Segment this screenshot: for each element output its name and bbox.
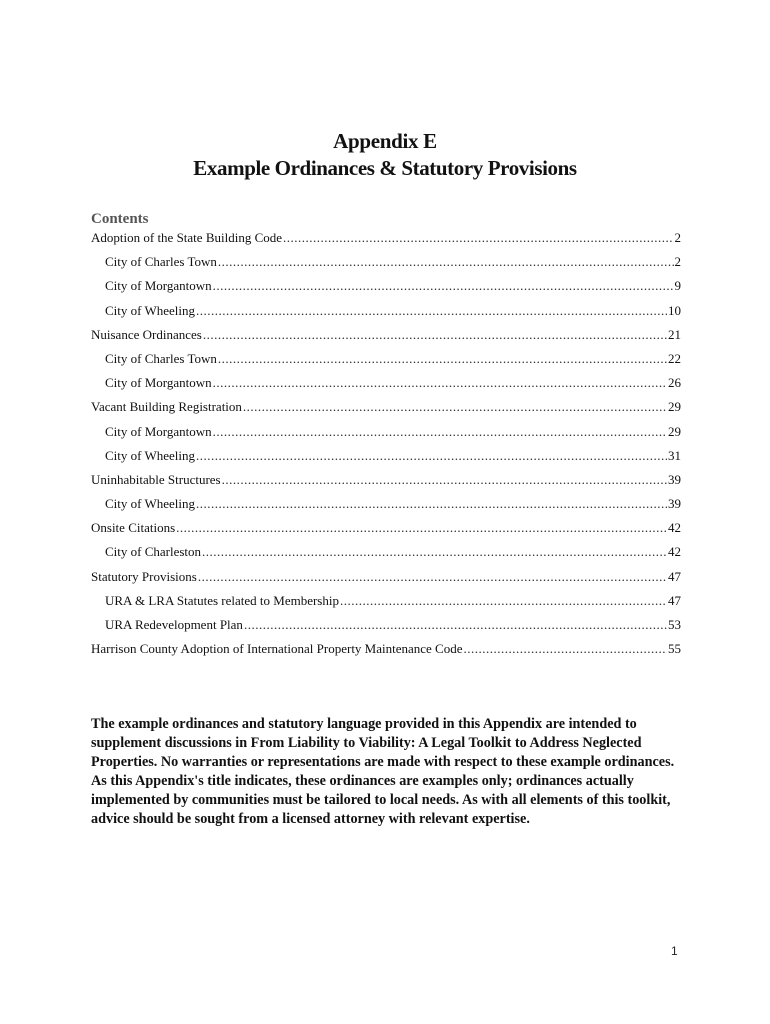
toc-dot-leader — [202, 542, 667, 562]
toc-dot-leader — [196, 446, 667, 466]
toc-entry-title: Vacant Building Registration — [91, 399, 242, 415]
toc-dot-leader — [222, 470, 667, 490]
toc-entry-title: Adoption of the State Building Code — [91, 230, 283, 245]
toc-entry-title: Statutory Provisions — [91, 568, 197, 584]
toc-page-number: 53 — [668, 617, 681, 632]
toc-entry-title: City of Wheeling — [105, 302, 196, 318]
toc-entry-title: City of Morgantown — [105, 423, 212, 439]
toc-entry-title: Harrison County Adoption of International Property Maintenance Code — [91, 641, 463, 657]
toc-subentry[interactable] — [91, 422, 681, 446]
toc-page-number: 31 — [668, 447, 681, 463]
toc-dot-leader — [213, 373, 667, 393]
toc-page-number: 42 — [668, 544, 681, 560]
toc-subentry[interactable] — [91, 542, 681, 566]
toc-entry[interactable] — [91, 518, 681, 542]
toc-entry-title: Nuisance Ordinances — [91, 326, 202, 342]
disclaimer-paragraph: The example ordinances and statutory language provided in this Appendix are intended to supplement discussions in From Liability to Viability: A Legal Toolkit to Address Neglected Properties. No warranties or representations are made with respect to these example ordinances. As this Appendix's title indicates, these ordinances are examples only; ordinances actually implemented by communities must be tailored to local needs. As with all elements of this toolkit, advice should be sought from a licensed attorney with relevant expertise. — [91, 716, 675, 827]
toc-page-number: 42 — [668, 520, 681, 536]
toc-entry-title: URA Redevelopment Plan — [105, 617, 243, 632]
toc-page-number: 9 — [674, 278, 681, 294]
toc-entry-title: City of Charles Town — [105, 350, 217, 366]
toc-page-number: 39 — [668, 496, 681, 512]
toc-dot-leader — [218, 349, 667, 369]
toc-dot-leader — [464, 639, 667, 659]
toc-dot-leader — [196, 494, 667, 514]
toc-entry[interactable] — [91, 397, 681, 421]
toc-dot-leader — [218, 252, 674, 272]
appendix-title: Appendix E — [333, 129, 437, 153]
toc-page-number: 47 — [668, 568, 681, 584]
toc-dot-leader — [283, 228, 673, 248]
toc-subentry[interactable] — [91, 252, 681, 276]
toc-dot-leader — [203, 325, 667, 345]
toc-entry-title: Onsite Citations — [91, 520, 176, 536]
toc-page-number: 2 — [674, 230, 681, 245]
toc-dot-leader — [244, 615, 667, 635]
toc-page-number: 39 — [668, 471, 681, 487]
toc-page-number: 29 — [668, 423, 681, 439]
toc-page-number: 47 — [668, 592, 681, 608]
toc-entry-title: Uninhabitable Structures — [91, 471, 221, 487]
toc-page-number: 55 — [668, 641, 681, 657]
toc-dot-leader — [176, 518, 667, 538]
toc-entry[interactable] — [91, 325, 681, 349]
page-number: 1 — [671, 944, 678, 958]
toc-subentry[interactable] — [91, 615, 681, 639]
toc-subentry[interactable] — [91, 276, 681, 300]
toc-entry[interactable] — [91, 639, 681, 663]
toc-page-number: 26 — [668, 375, 681, 391]
toc-subentry[interactable] — [91, 591, 681, 615]
table-of-contents — [91, 228, 681, 663]
toc-dot-leader — [213, 422, 667, 442]
contents-heading: Contents — [91, 211, 149, 227]
toc-subentry[interactable] — [91, 301, 681, 325]
toc-entry-title: City of Morgantown — [105, 375, 212, 391]
toc-subentry[interactable] — [91, 446, 681, 470]
toc-dot-leader — [243, 397, 667, 417]
toc-subentry[interactable] — [91, 349, 681, 373]
toc-entry-title: City of Charles Town — [105, 254, 217, 270]
toc-page-number: 21 — [668, 326, 681, 342]
toc-entry[interactable] — [91, 470, 681, 494]
title-block — [0, 128, 770, 182]
toc-page-number: 29 — [668, 399, 681, 415]
toc-entry-title: City of Wheeling — [105, 447, 196, 463]
toc-dot-leader — [198, 567, 667, 587]
toc-subentry[interactable] — [91, 494, 681, 518]
toc-dot-leader — [213, 276, 674, 296]
toc-entry[interactable] — [91, 228, 681, 252]
toc-dot-leader — [340, 591, 667, 611]
toc-entry-title: City of Charleston — [105, 544, 202, 560]
toc-entry-title: URA & LRA Statutes related to Membership — [105, 592, 339, 608]
toc-entry-title: City of Morgantown — [105, 278, 212, 294]
toc-page-number: 22 — [668, 350, 681, 366]
toc-entry-title: City of Wheeling — [105, 496, 196, 512]
appendix-subtitle: Example Ordinances & Statutory Provisions — [193, 156, 577, 180]
toc-page-number: 10 — [668, 302, 681, 318]
toc-subentry[interactable] — [91, 373, 681, 397]
toc-dot-leader — [196, 301, 667, 321]
toc-entry[interactable] — [91, 567, 681, 591]
toc-page-number: 2 — [674, 254, 681, 270]
